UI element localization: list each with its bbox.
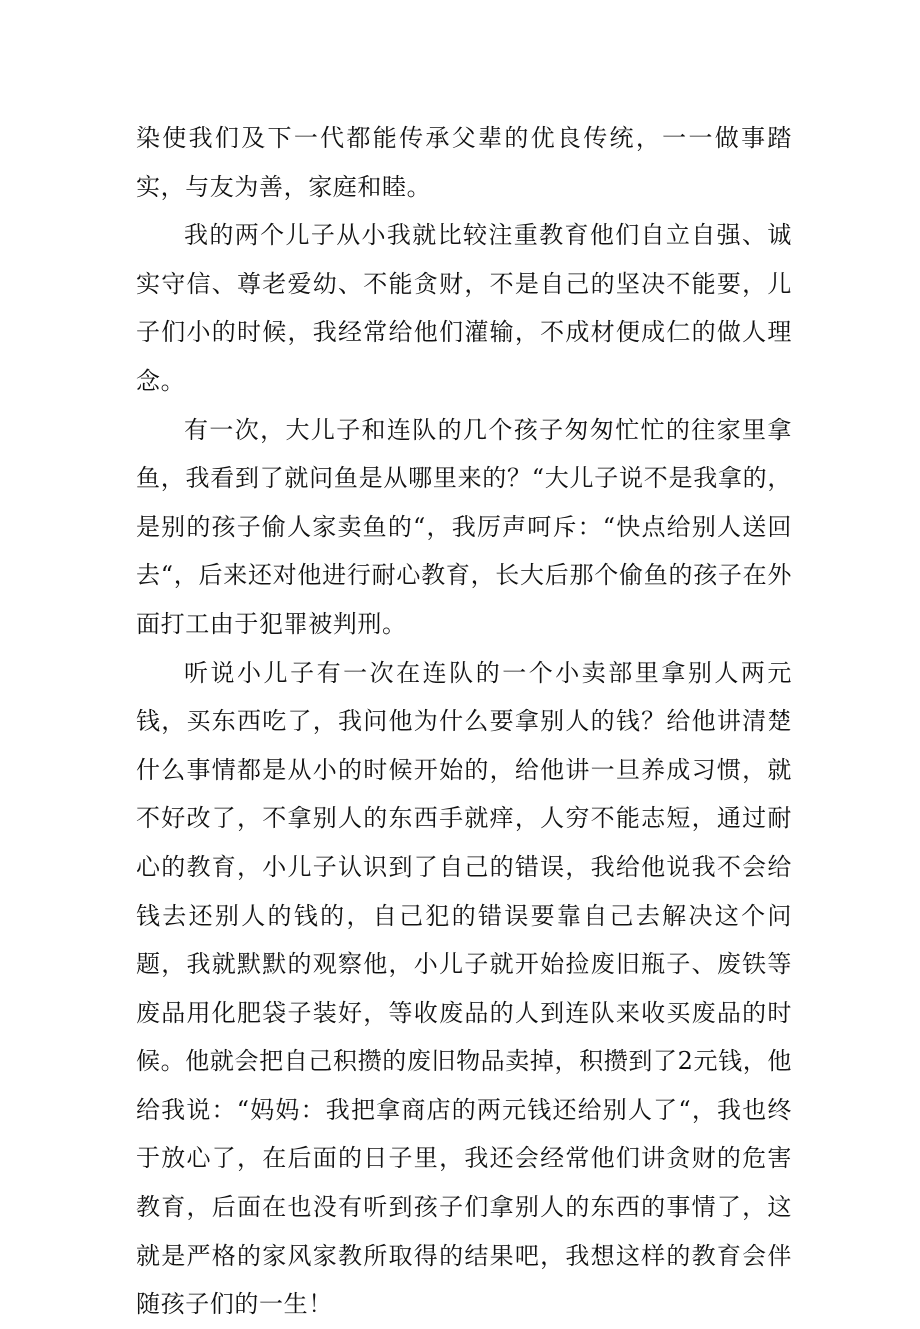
document-body [136, 114, 792, 1329]
paragraph-continuation: 染使我们及下一代都能传承父辈的优良传统，一一做事踏实，与友为善，家庭和睦。 [136, 124, 792, 201]
paragraph-money-story: 听说小儿子有一次在连队的一个小卖部里拿别人两元钱，买东西吃了，我问他为什么要拿别人的钱？给他讲清楚什么事情都是从小的时候开始的，给他讲一旦养成习惯，就不好改了，不拿别人的东西手就痒，人穷不能志短，通过耐心的教育，小儿子认识到了自己的错误，我给他说我不会给钱去还别人的钱的，自己犯的错误要靠自己去解决这个问题，我就默默的观察他，小儿子就开始捡废旧瓶子、废铁等废品用化肥袋子装好，等收废品的人到连队来收买废品的时候。他就会把自己积攒的废旧物品卖掉，积攒到了2元钱，他给我说：“妈妈：我把拿商店的两元钱还给别人了“，我也终于放心了，在后面的日子里，我还会经常他们讲贪财的危害教育，后面在也没有听到孩子们拿别人的东西的事情了，这就是严格的家风家教所取得的结果吧，我想这样的教育会伴随孩子们的一生！ [136, 658, 792, 1319]
paragraph-sons-education: 我的两个儿子从小我就比较注重教育他们自立自强、诚实守信、尊老爱幼、不能贪财，不是自己的坚决不能要，儿子们小的时候，我经常给他们灌输，不成材便成仁的做人理念。 [136, 221, 792, 395]
paragraph-fish-story: 有一次，大儿子和连队的几个孩子匆匆忙忙的往家里拿鱼，我看到了就问鱼是从哪里来的？“大儿子说不是我拿的，是别的孩子偷人家卖鱼的“，我厉声呵斥：“快点给别人送回去“，后来还对他进行耐心教育，长大后那个偷鱼的孩子在外面打工由于犯罪被判刑。 [136, 415, 792, 638]
